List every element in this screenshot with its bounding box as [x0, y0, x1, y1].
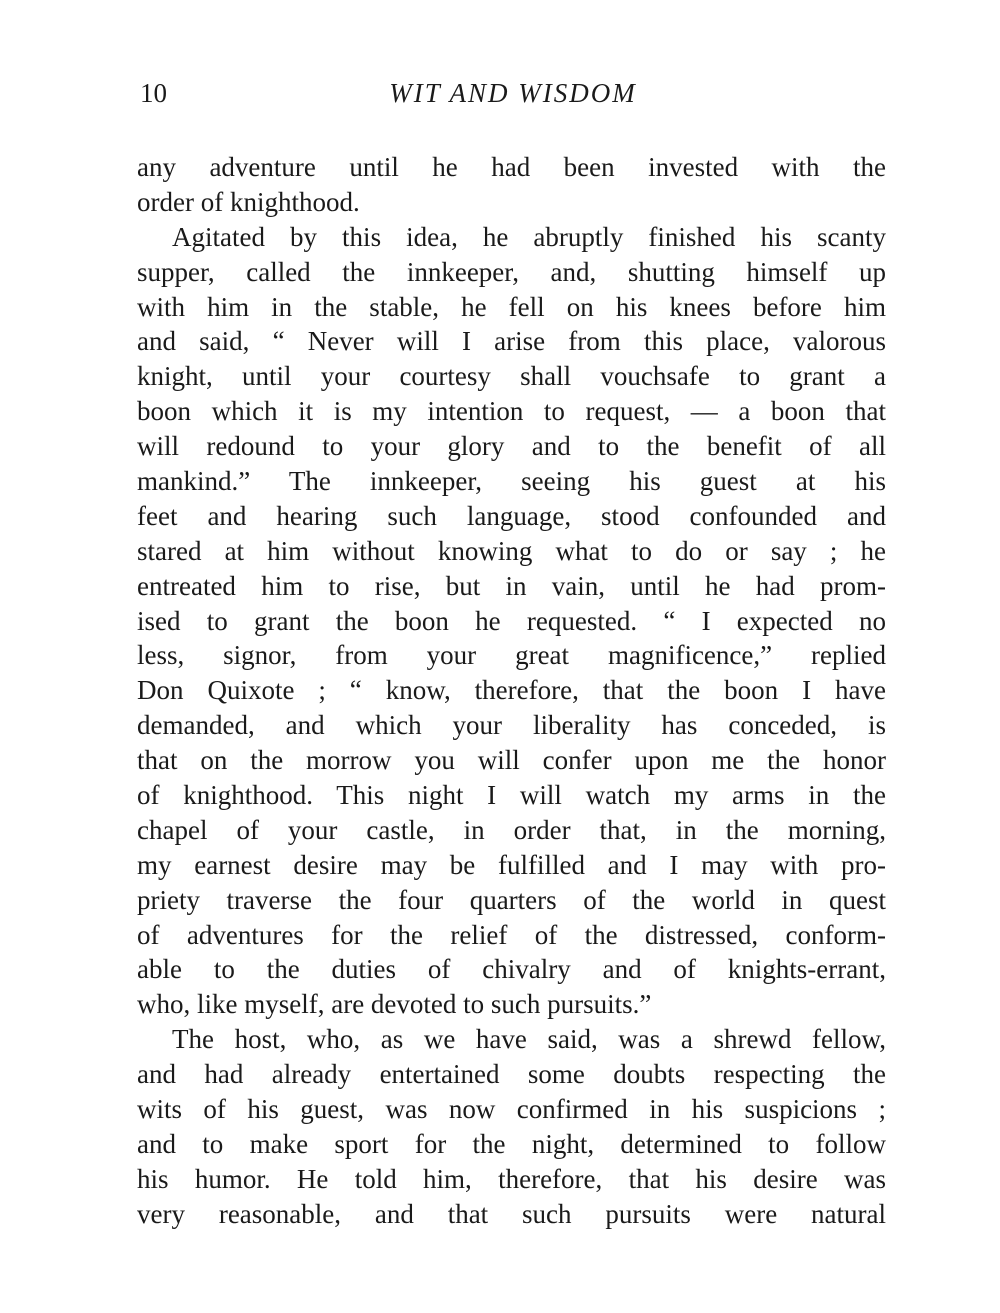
text-line: who, like myself, are devoted to such pursuits.”	[137, 989, 652, 1020]
text-line: ised to grant the boon he requested. “ I expected no	[137, 605, 886, 636]
text-line: and said, “ Never will I arise from this place, valorous	[137, 326, 886, 357]
text-line: able to the duties of chivalry and of knights-errant,	[137, 954, 886, 985]
text-line: and had already entertained some doubts respecting the	[137, 1059, 886, 1090]
text-line: entreated him to rise, but in vain, until he had prom-	[137, 570, 886, 601]
text-line: less, signor, from your great magnificence,” replied	[137, 640, 886, 671]
text-line: chapel of your castle, in order that, in the morning,	[137, 814, 886, 845]
text-line: any adventure until he had been invested with the	[137, 152, 886, 182]
paragraph	[137, 1022, 886, 1231]
text-line: his humor. He told him, therefore, that his desire was	[137, 1163, 886, 1194]
text-line: very reasonable, and that such pursuits were natural	[137, 1198, 886, 1229]
text-line: will redound to your glory and to the benefit of all	[137, 431, 886, 462]
text-line: of adventures for the relief of the distressed, conform-	[137, 919, 886, 950]
paragraph	[137, 220, 886, 1022]
running-title: WIT AND WISDOM	[389, 78, 637, 108]
text-line: order of knighthood.	[137, 186, 360, 217]
text-line: of knighthood. This night I will watch my arms in the	[137, 780, 886, 811]
page-header	[138, 78, 888, 118]
text-line: Agitated by this idea, he abruptly finished his scanty	[172, 221, 886, 252]
text-line: supper, called the innkeeper, and, shutting himself up	[137, 256, 886, 287]
text-line: mankind.” The innkeeper, seeing his guest at his	[137, 466, 886, 497]
text-line: knight, until your courtesy shall vouchsafe to grant a	[137, 361, 886, 392]
text-line: Don Quixote ; “ know, therefore, that the boon I have	[137, 675, 886, 706]
page-number: 10	[140, 78, 167, 108]
text-line: boon which it is my intention to request, — a boon that	[137, 396, 886, 427]
page-body	[137, 150, 886, 1232]
text-line: The host, who, as we have said, was a shrewd fellow,	[172, 1024, 886, 1055]
text-line: wits of his guest, was now confirmed in his suspicions ;	[137, 1094, 886, 1125]
text-line: stared at him without knowing what to do or say ; he	[137, 535, 886, 566]
text-line: demanded, and which your liberality has conceded, is	[137, 710, 886, 741]
text-line: feet and hearing such language, stood confounded and	[137, 500, 886, 531]
paragraph	[137, 150, 886, 220]
text-line: that on the morrow you will confer upon me the honor	[137, 745, 886, 776]
text-line: and to make sport for the night, determined to follow	[137, 1128, 886, 1159]
text-line: priety traverse the four quarters of the world in quest	[137, 884, 886, 915]
text-line: my earnest desire may be fulfilled and I may with pro-	[137, 849, 886, 880]
text-line: with him in the stable, he fell on his knees before him	[137, 291, 886, 322]
